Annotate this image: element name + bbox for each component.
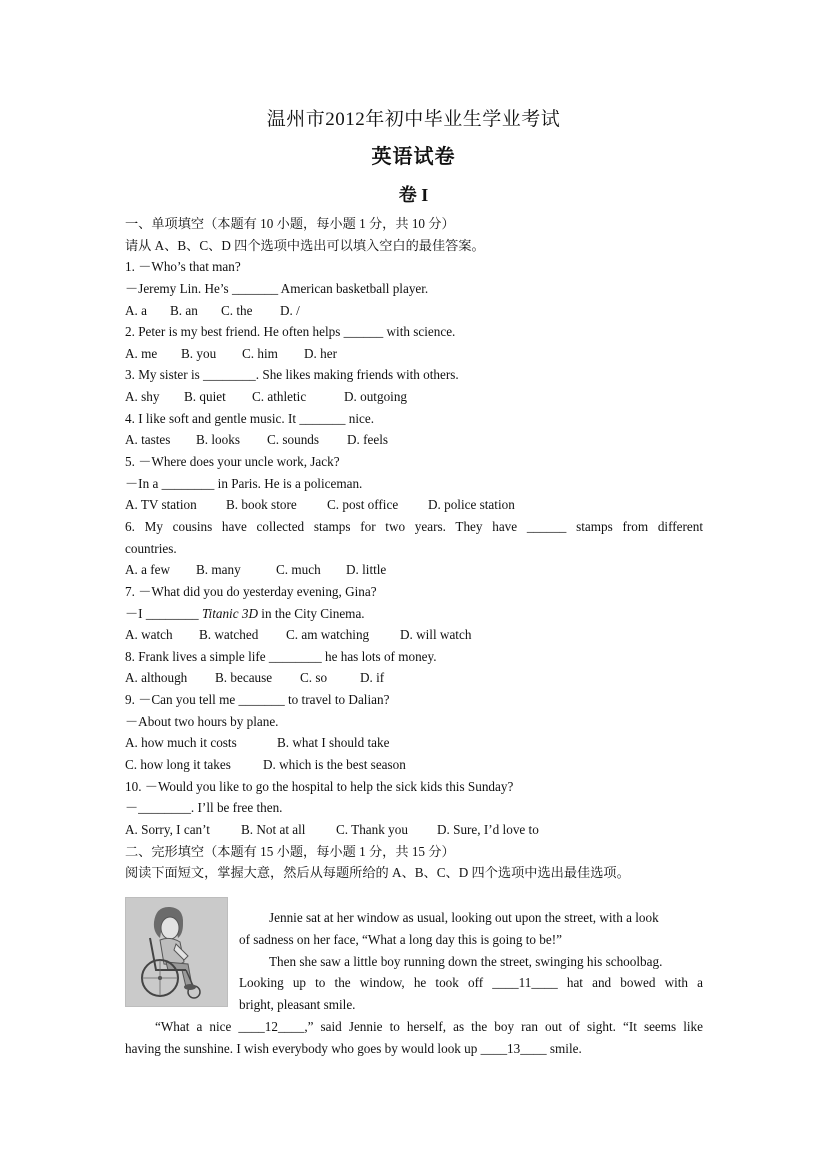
- question-8-prompt: 8. Frank lives a simple life ________ he has lots of money.: [125, 648, 437, 664]
- option: C. post office: [327, 497, 399, 513]
- question-9-answer-line: －About two hours by plane.: [125, 713, 279, 729]
- question-5-answer-line: －In a ________ in Paris. He is a policeman.: [125, 475, 363, 491]
- section1-instruction: 请从 A、B、C、D 四个选项中选出可以填入空白的最佳答案。: [125, 237, 485, 253]
- option: C. so: [300, 670, 328, 686]
- question-5-options: [125, 494, 703, 516]
- passage-line: Then she saw a little boy running down the street, swinging his schoolbag.: [269, 953, 663, 969]
- option: A. a: [125, 302, 147, 318]
- passage-line: having the sunshine. I wish everybody who goes by would look up ____13____ smile.: [125, 1041, 582, 1056]
- exam-title: 温州市2012年初中毕业生学业考试: [266, 109, 561, 130]
- option: A. although: [125, 670, 188, 686]
- question-7-prompt: 7. －What did you do yesterday evening, Gina?: [125, 583, 377, 599]
- option: C. the: [221, 302, 253, 318]
- option: A. a few: [125, 562, 171, 578]
- option: A. me: [125, 345, 158, 361]
- passage-line: bright, pleasant smile.: [239, 997, 356, 1012]
- option: C. how long it takes: [125, 757, 231, 773]
- option: D. Sure, I’d love to: [437, 821, 539, 837]
- exam-subtitle: 英语试卷: [371, 146, 456, 168]
- option: B. many: [196, 562, 241, 578]
- option: A. tastes: [125, 432, 171, 448]
- passage-intro: [239, 907, 703, 1016]
- question-2-options: [125, 343, 703, 365]
- passage-line: of sadness on her face, “What a long day this is going to be!”: [239, 931, 562, 947]
- option: C. am watching: [286, 627, 370, 643]
- option: C. sounds: [267, 432, 320, 448]
- question-3-prompt: 3. My sister is ________. She likes making friends with others.: [125, 367, 459, 383]
- passage-line: Jennie sat at her window as usual, looking out upon the street, with a look: [269, 910, 659, 925]
- option: A. Sorry, I can’t: [125, 821, 210, 837]
- option: A. watch: [125, 627, 173, 643]
- option: B. looks: [196, 432, 240, 448]
- question-4-options: [125, 429, 703, 451]
- option: C. Thank you: [336, 821, 408, 837]
- answer-tail: in the City Cinema.: [258, 605, 365, 621]
- option: B. Not at all: [241, 821, 306, 837]
- wheelchair-girl-illustration: [125, 897, 228, 1007]
- question-1-options: [125, 300, 703, 322]
- option: A. TV station: [125, 497, 197, 513]
- option: B. book store: [226, 497, 297, 513]
- option: D. police station: [428, 497, 515, 513]
- passage-line: Looking up to the window, he took off ____11____ hat and bowed with a: [239, 975, 703, 991]
- question-6-options: [125, 559, 703, 581]
- option: D. if: [360, 670, 385, 686]
- question-3-options: [125, 386, 703, 408]
- question-7-answer-line: [125, 603, 703, 625]
- option: D. outgoing: [344, 389, 408, 405]
- question-8-options: [125, 667, 703, 689]
- option: A. shy: [125, 389, 160, 405]
- option: B. you: [181, 345, 217, 361]
- option: C. athletic: [252, 389, 307, 405]
- question-1-answer-line: －Jeremy Lin. He’s _______ American basketball player.: [125, 280, 429, 296]
- question-10-answer-line: －________. I’ll be free then.: [125, 800, 283, 816]
- option: B. watched: [199, 627, 259, 643]
- film-title: Titanic 3D: [201, 605, 258, 621]
- question-10-options: [125, 819, 703, 841]
- option: B. an: [170, 302, 198, 318]
- question-6-prompt: 6. My cousins have collected stamps for two years. They have ______ stamps from different: [125, 518, 703, 534]
- question-1-prompt: 1. －Who’s that man?: [125, 259, 241, 275]
- question-9-prompt: 9. －Can you tell me _______ to travel to Dalian?: [125, 692, 390, 708]
- option: D. her: [304, 345, 337, 361]
- section2-heading: 二、完形填空（本题有 15 小题，每小题 1 分，共 15 分）: [125, 843, 455, 859]
- option: D. /: [280, 302, 300, 318]
- section2-instruction: 阅读下面短文，掌握大意，然后从每题所给的 A、B、C、D 四个选项中选出最佳选项。: [125, 865, 630, 881]
- option: D. will watch: [400, 627, 472, 643]
- volume-label: 卷 I: [398, 185, 429, 205]
- option: C. him: [242, 345, 278, 361]
- question-2-prompt: 2. Peter is my best friend. He often helps ______ with science.: [125, 324, 456, 340]
- wheelchair-icon: [126, 898, 227, 1006]
- question-10-prompt: 10. －Would you like to go the hospital to help the sick kids this Sunday?: [125, 778, 514, 794]
- option: D. little: [346, 562, 387, 578]
- question-5-prompt: 5. －Where does your uncle work, Jack?: [125, 454, 340, 470]
- question-6-prompt-cont: countries.: [125, 540, 177, 556]
- section-single-choice: [125, 213, 703, 884]
- option: D. feels: [347, 432, 389, 448]
- option: B. what I should take: [277, 735, 390, 751]
- option: B. because: [215, 670, 273, 686]
- question-9-options-row1: [125, 732, 703, 754]
- option: D. which is the best season: [263, 757, 406, 773]
- question-9-options-row2: [125, 754, 703, 776]
- answer-blank: －I ________: [125, 605, 202, 621]
- option: B. quiet: [184, 389, 226, 405]
- passage-line: “What a nice ____12____,” said Jennie to herself, as the boy ran out of sight. “It seems like: [155, 1019, 703, 1034]
- question-4-prompt: 4. I like soft and gentle music. It _______ nice.: [125, 410, 375, 426]
- option: C. much: [276, 562, 321, 578]
- section1-heading: 一、单项填空（本题有 10 小题，每小题 1 分，共 10 分）: [125, 216, 455, 231]
- question-7-options: [125, 624, 703, 646]
- option: A. how much it costs: [125, 735, 237, 751]
